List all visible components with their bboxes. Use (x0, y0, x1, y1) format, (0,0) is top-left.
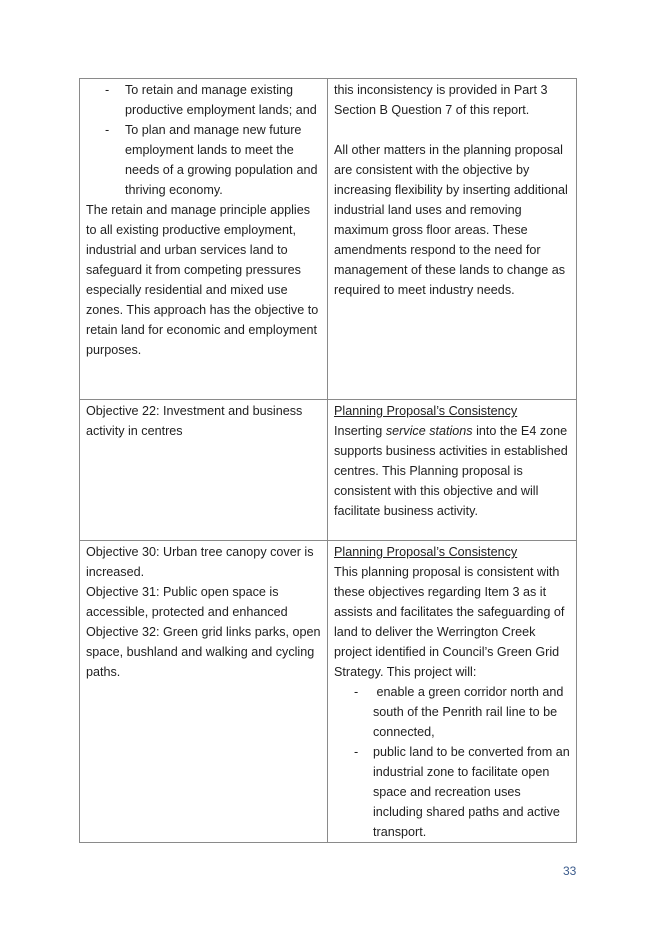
objective-text: Objective 30: Urban tree canopy cover is increased. (86, 545, 314, 579)
text-run: Inserting (334, 424, 386, 438)
objective-text: Objective 31: Public open space is accessible, protected and enhanced (86, 585, 288, 619)
consistency-table (79, 78, 577, 843)
table-cell-right (328, 79, 577, 400)
bullet-dash: - (105, 83, 110, 97)
list-item (86, 80, 322, 120)
page-number: 33 (563, 864, 577, 878)
body-paragraph (334, 421, 571, 521)
body-paragraph: The retain and manage principle applies to all existing productive employment, industrial and urban services land to safeguard it from competing pressures especially residential and mixed use zones. This approach has the objective to retain land for economic and employment purposes. (86, 203, 319, 357)
bullet-list (86, 80, 322, 200)
bullet-text: To plan and manage new future employment lands to meet the needs of a growing population and thriving economy. (125, 123, 318, 197)
consistency-heading: Planning Proposal’s Consistency (334, 545, 518, 559)
list-item (86, 120, 322, 200)
table-cell-right (328, 541, 577, 843)
bullet-text: public land to be converted from an industrial zone to facilitate open space and recreation uses including shared paths and active transport. (373, 745, 570, 839)
body-paragraph: this inconsistency is provided in Part 3 Section B Question 7 of this report. (334, 83, 548, 117)
objective-text: Objective 22: Investment and business activity in centres (86, 404, 303, 438)
table-cell-left (80, 541, 328, 843)
body-paragraph: All other matters in the planning proposal are consistent with the objective by increasing flexibility by inserting additional industrial land uses and removing maximum gross floor areas. These amendments respond to the need for management of these lands to change as required to meet industry needs. (334, 143, 568, 297)
italic-term: service stations (385, 424, 473, 438)
list-item (334, 682, 571, 742)
bullet-list (334, 682, 571, 842)
bullet-dash: - (354, 685, 359, 699)
bullet-dash: - (354, 745, 359, 759)
table-cell-left (80, 400, 328, 541)
objective-text: Objective 32: Green grid links parks, open space, bushland and walking and cycling paths. (86, 625, 321, 679)
table-row (80, 79, 577, 400)
table-cell-right (328, 400, 577, 541)
table-row (80, 400, 577, 541)
consistency-heading: Planning Proposal’s Consistency (334, 404, 518, 418)
paragraph-gap (334, 120, 571, 140)
body-paragraph: This planning proposal is consistent with these objectives regarding Item 3 as it assists and facilitates the safeguarding of land to deliver the Werrington Creek project identified in Council’s Green Grid Strategy. This project will: (334, 565, 565, 679)
table-cell-left (80, 79, 328, 400)
list-item (334, 742, 571, 842)
text-run: into the E4 zone supports business activities in established centres. This Planning proposal is consistent with this objective and will facilitate business activity. (334, 424, 568, 518)
bullet-dash: - (105, 123, 110, 137)
bullet-text: enable a green corridor north and south of the Penrith rail line to be connected, (373, 685, 567, 739)
bullet-text: To retain and manage existing productive employment lands; and (125, 83, 317, 117)
table-row (80, 541, 577, 843)
